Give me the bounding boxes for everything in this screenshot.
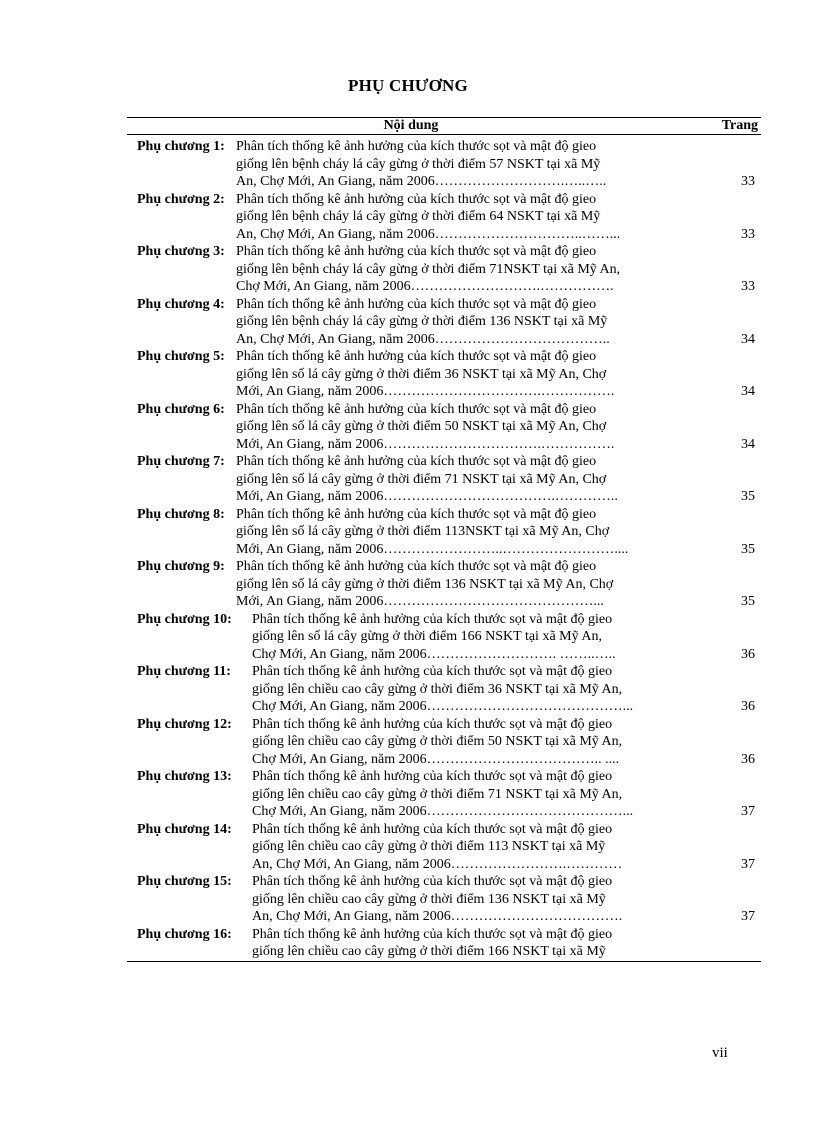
entry-page-number: 35	[741, 489, 755, 504]
entry-line: An, Chợ Mới, An Giang, năm 2006………………………………..	[236, 331, 610, 347]
appendix-entry	[127, 768, 761, 821]
entry-line: Phân tích thống kê ảnh hưởng của kích thước sọt và mật độ gieo	[236, 139, 597, 154]
entry-line: giống lên số lá cây gừng ở thời điểm 36 NSKT tại xã Mỹ An, Chợ	[236, 366, 607, 382]
entry-line: giống lên bệnh cháy lá cây gừng ở thời điểm 71NSKT tại xã Mỹ An,	[236, 261, 621, 277]
entry-page-number: 34	[741, 331, 755, 347]
appendix-entry	[127, 558, 761, 611]
entry-line: giống lên chiều cao cây gừng ở thời điểm 166 NSKT tại xã Mỹ	[252, 944, 606, 959]
entry-line: Phân tích thống kê ảnh hưởng của kích thước sọt và mật độ gieo	[236, 506, 597, 522]
appendix-entry	[127, 296, 761, 349]
entry-line: Mới, An Giang, năm 2006…………………………….…………….	[236, 436, 615, 452]
appendix-list	[127, 135, 761, 962]
appendix-entry	[127, 138, 761, 191]
entry-line: giống lên chiều cao cây gừng ở thời điểm 36 NSKT tại xã Mỹ An,	[252, 681, 623, 697]
entry-line: Mới, An Giang, năm 2006………………………………………...	[236, 594, 604, 609]
entry-label: Phụ chương 8:	[137, 506, 225, 522]
entry-line: Mới, An Giang, năm 2006……………………..……………………....	[236, 541, 629, 557]
entry-line: An, Chợ Mới, An Giang, năm 2006……………………………….	[252, 909, 623, 924]
entry-line: giống lên số lá cây gừng ở thời điểm 136 NSKT tại xã Mỹ An, Chợ	[236, 576, 614, 592]
entry-label: Phụ chương 9:	[137, 559, 225, 574]
header-content: Nội dung	[383, 118, 439, 133]
appendix-table	[127, 117, 761, 962]
appendix-entry	[127, 453, 761, 506]
entry-label: Phụ chương 15:	[137, 874, 232, 889]
entry-page-number: 33	[741, 174, 755, 189]
entry-label: Phụ chương 16:	[137, 926, 232, 942]
entry-label: Phụ chương 12:	[137, 716, 232, 732]
entry-line: giống lên bệnh cháy lá cây gừng ở thời điểm 136 NSKT tại xã Mỹ	[236, 314, 608, 329]
entry-page-number: 36	[741, 699, 755, 714]
entry-page-number: 37	[741, 856, 755, 872]
entry-page-number: 37	[741, 804, 755, 819]
entry-line: Phân tích thống kê ảnh hưởng của kích thước sọt và mật độ gieo	[236, 296, 597, 312]
entry-line: Mới, An Giang, năm 2006……………………………….…………..	[236, 489, 618, 504]
entry-label: Phụ chương 14:	[137, 821, 232, 837]
entry-line: Phân tích thống kê ảnh hưởng của kích thước sọt và mật độ gieo	[236, 191, 597, 207]
entry-line: giống lên chiều cao cây gừng ở thời điểm 50 NSKT tại xã Mỹ An,	[252, 734, 623, 749]
entry-line: Phân tích thống kê ảnh hưởng của kích thước sọt và mật độ gieo	[252, 664, 613, 679]
appendix-entry	[127, 401, 761, 454]
entry-line: Chợ Mới, An Giang, năm 2006………………………. ……..…..	[252, 646, 616, 662]
entry-line: Phân tích thống kê ảnh hưởng của kích thước sọt và mật độ gieo	[236, 454, 597, 469]
entry-line: Phân tích thống kê ảnh hưởng của kích thước sọt và mật độ gieo	[252, 769, 613, 784]
entry-label: Phụ chương 6:	[137, 401, 225, 417]
entry-label: Phụ chương 13:	[137, 769, 232, 784]
entry-line: Chợ Mới, An Giang, năm 2006……………………………….. ....	[252, 751, 620, 767]
header-page: Trang	[721, 118, 758, 133]
entry-line: Phân tích thống kê ảnh hưởng của kích thước sọt và mật độ gieo	[252, 611, 613, 627]
entry-line: Phân tích thống kê ảnh hưởng của kích thước sọt và mật độ gieo	[236, 244, 597, 259]
entry-line: Phân tích thống kê ảnh hưởng của kích thước sọt và mật độ gieo	[236, 349, 597, 364]
entry-label: Phụ chương 4:	[137, 296, 225, 312]
appendix-entry	[127, 926, 761, 961]
entry-label: Phụ chương 3:	[137, 244, 225, 259]
entry-line: Phân tích thống kê ảnh hưởng của kích thước sọt và mật độ gieo	[252, 874, 613, 889]
appendix-entry	[127, 191, 761, 244]
entry-line: Chợ Mới, An Giang, năm 2006……………………………………...	[252, 804, 634, 819]
table-header	[127, 117, 761, 135]
entry-line: An, Chợ Mới, An Giang, năm 2006…………………….…………	[252, 856, 623, 872]
entry-label: Phụ chương 10:	[137, 611, 232, 627]
entry-page-number: 37	[741, 909, 755, 924]
entry-page-number: 36	[741, 751, 755, 767]
entry-line: giống lên chiều cao cây gừng ở thời điểm 136 NSKT tại xã Mỹ	[252, 891, 606, 907]
entry-line: An, Chợ Mới, An Giang, năm 2006……………………….…..…..	[236, 174, 607, 189]
entry-line: Mới, An Giang, năm 2006…………………………….…………….	[236, 384, 615, 399]
page-number: vii	[712, 1045, 728, 1061]
appendix-entry	[127, 663, 761, 716]
entry-page-number: 35	[741, 594, 755, 609]
entry-page-number: 34	[741, 436, 755, 452]
appendix-entry	[127, 506, 761, 559]
entry-line: Phân tích thống kê ảnh hưởng của kích thước sọt và mật độ gieo	[236, 401, 597, 417]
entry-line: giống lên chiều cao cây gừng ở thời điểm 113 NSKT tại xã Mỹ	[252, 839, 606, 854]
entry-line: giống lên số lá cây gừng ở thời điểm 71 NSKT tại xã Mỹ An, Chợ	[236, 471, 607, 487]
entry-page-number: 36	[741, 646, 755, 662]
entry-line: Phân tích thống kê ảnh hưởng của kích thước sọt và mật độ gieo	[252, 926, 613, 942]
entry-line: giống lên số lá cây gừng ở thời điểm 50 NSKT tại xã Mỹ An, Chợ	[236, 419, 607, 434]
entry-line: giống lên bệnh cháy lá cây gừng ở thời điểm 64 NSKT tại xã Mỹ	[236, 209, 601, 224]
entry-label: Phụ chương 1:	[137, 139, 225, 154]
entry-line: giống lên số lá cây gừng ở thời điểm 166 NSKT tại xã Mỹ An,	[252, 629, 602, 644]
appendix-entry	[127, 873, 761, 926]
page-title: PHỤ CHƯƠNG	[348, 76, 468, 95]
appendix-entry	[127, 716, 761, 769]
appendix-entry	[127, 243, 761, 296]
entry-label: Phụ chương 7:	[137, 454, 225, 469]
entry-line: Chợ Mới, An Giang, năm 2006……………………………………...	[252, 699, 634, 714]
entry-line: Phân tích thống kê ảnh hưởng của kích thước sọt và mật độ gieo	[252, 716, 613, 732]
entry-line: giống lên chiều cao cây gừng ở thời điểm 71 NSKT tại xã Mỹ An,	[252, 786, 623, 802]
entry-line: Chợ Mới, An Giang, năm 2006……………………….…………….	[236, 279, 614, 294]
entry-label: Phụ chương 5:	[137, 349, 225, 364]
entry-label: Phụ chương 11:	[137, 664, 231, 679]
entry-page-number: 35	[741, 541, 755, 557]
entry-label: Phụ chương 2:	[137, 191, 225, 207]
appendix-entry	[127, 821, 761, 874]
entry-line: An, Chợ Mới, An Giang, năm 2006…………………………..……...	[236, 226, 621, 242]
appendix-entry	[127, 348, 761, 401]
entry-line: Phân tích thống kê ảnh hưởng của kích thước sọt và mật độ gieo	[236, 559, 597, 574]
appendix-entry	[127, 611, 761, 664]
entry-line: giống lên bệnh cháy lá cây gừng ở thời điểm 57 NSKT tại xã Mỹ	[236, 156, 601, 172]
entry-page-number: 34	[741, 384, 755, 399]
entry-line: Phân tích thống kê ảnh hưởng của kích thước sọt và mật độ gieo	[252, 821, 613, 837]
entry-line: giống lên số lá cây gừng ở thời điểm 113NSKT tại xã Mỹ An, Chợ	[236, 524, 610, 539]
entry-page-number: 33	[741, 279, 755, 294]
entry-page-number: 33	[741, 226, 755, 242]
